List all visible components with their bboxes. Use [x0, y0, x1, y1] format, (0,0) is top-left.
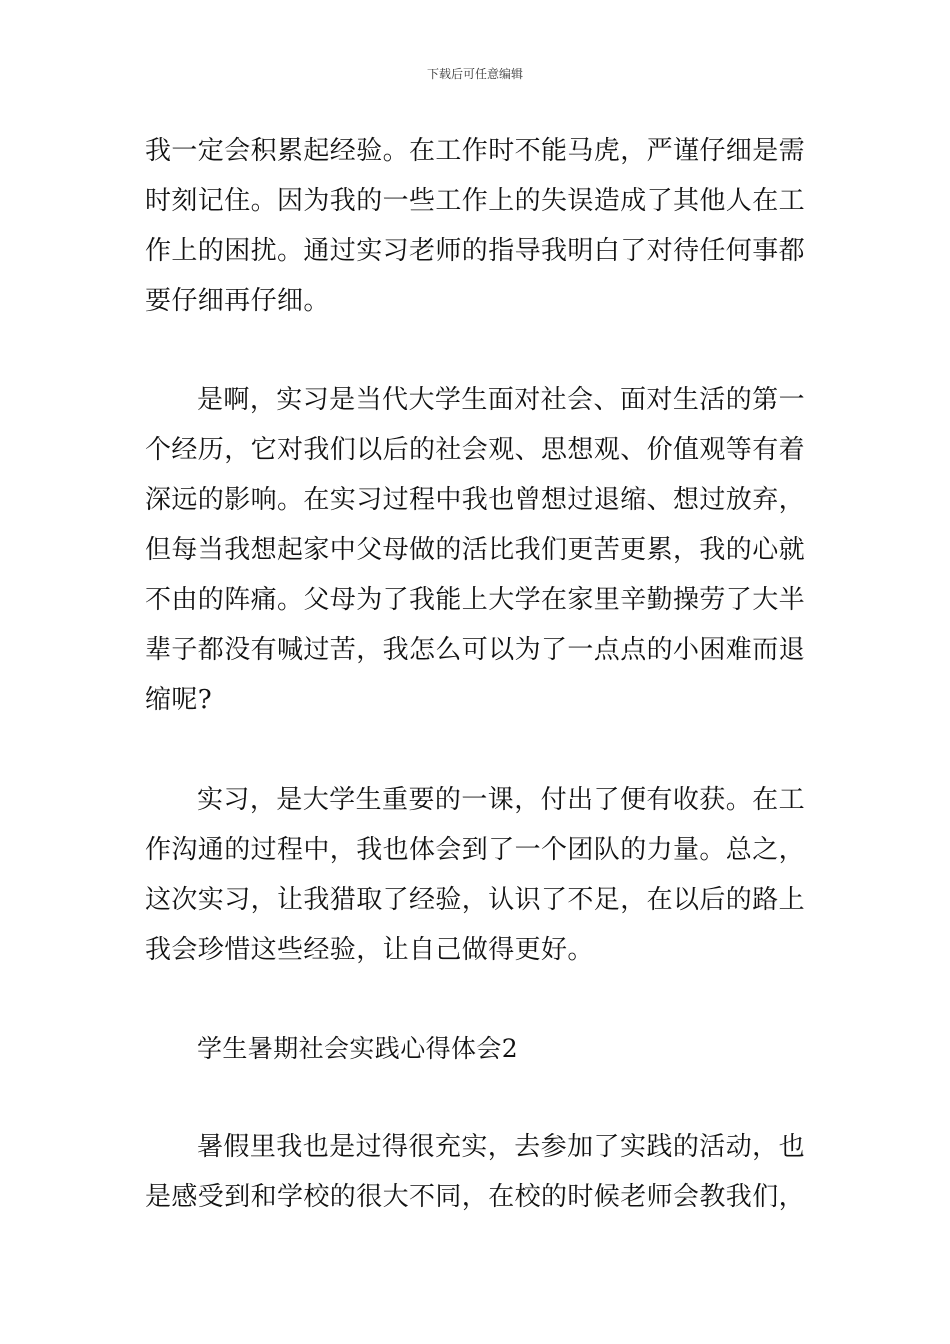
paragraph-internship-reflection — [145, 375, 805, 725]
paragraph-text: 我一定会积累起经验。在工作时不能马虎，严谨仔细是需时刻记住。因为我的一些工作上的失误造成了其他人在工作上的困扰。通过实习老师的指导我明白了对待任何事都要仔细再仔细。 — [145, 136, 806, 316]
section-heading — [145, 1024, 805, 1074]
paragraph-continuation — [145, 126, 805, 326]
paragraph-summer-practice — [145, 1122, 805, 1222]
section-heading-text: 学生暑期社会实践心得体会2 — [197, 1034, 519, 1063]
paragraph-text: 暑假里我也是过得很充实，去参加了实践的活动，也是感受到和学校的很大不同，在校的时候老师会教我们， — [145, 1132, 806, 1212]
paragraph-text: 实习，是大学生重要的一课，付出了便有收获。在工作沟通的过程中，我也体会到了一个团队的力量。总之，这次实习，让我猎取了经验，认识了不足，在以后的路上我会珍惜这些经验，让自己做得更好。 — [145, 785, 806, 965]
page-header: 下载后可任意编辑 — [426, 67, 523, 81]
paragraph-text: 是啊，实习是当代大学生面对社会、面对生活的第一个经历，它对我们以后的社会观、思想观、价值观等有着深远的影响。在实习过程中我也曾想过退缩、想过放弃，但每当我想起家中父母做的活比我们更苦更累，我的心就不由的阵痛。父母为了我能上大学在家里辛勤操劳了大半辈子都没有喊过苦，我怎么可以为了一点点的小困难而退缩呢? — [145, 385, 806, 715]
paragraph-internship-summary — [145, 775, 805, 975]
